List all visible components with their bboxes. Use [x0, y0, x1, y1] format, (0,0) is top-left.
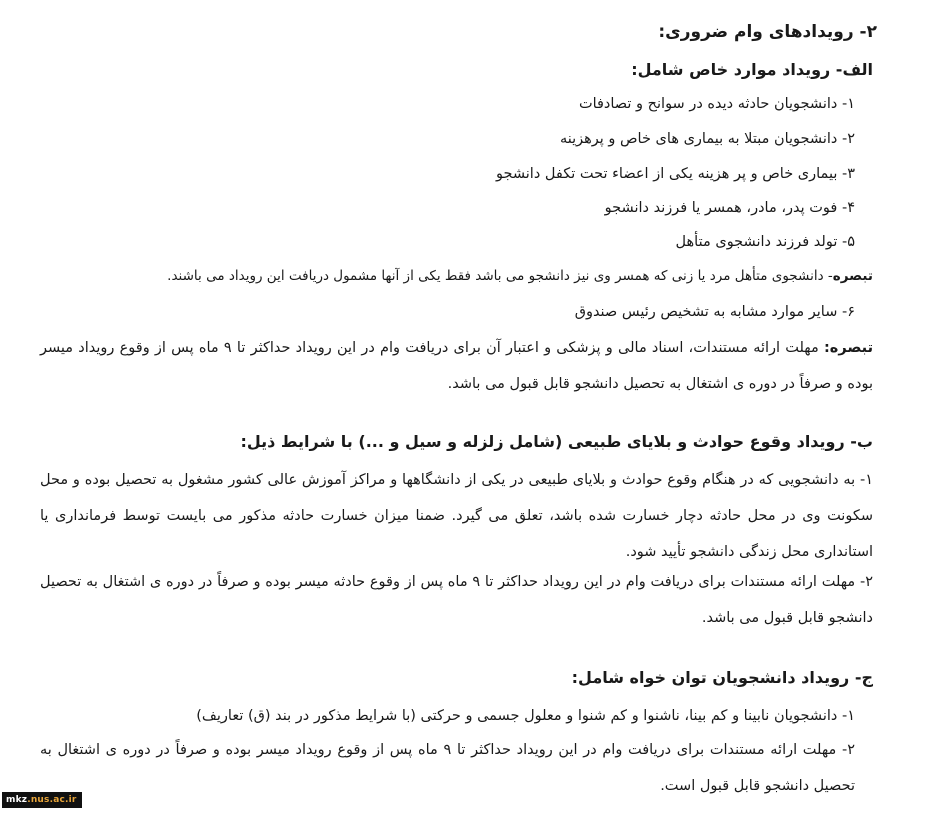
- part-a-heading: الف- رویداد موارد خاص شامل:: [631, 60, 873, 79]
- part-b-item-1: ۱- به دانشجویی که در هنگام وقوع حوادث و بلایای طبیعی در یکی از دانشگاهها و مراکز آموزش عالی کشور مشغول به تحصیل بوده و محل سکونت وی در محل حادثه دچار خسارت شده باشد، تعلق می گیرد. ضمنا میزان خسارت حادثه مذکور می بایست توسط فرمانداری یا استانداری محل زندگی دانشجو تأیید شود.: [40, 472, 873, 560]
- part-a-item-3: ۳- بیماری خاص و پر هزینه یکی از اعضاء تحت تکفل دانشجو: [495, 166, 855, 182]
- watermark-prefix: mkz: [6, 795, 28, 805]
- part-a-note-2: [40, 330, 873, 402]
- part-a-item-1: ۱- دانشجویان حادثه دیده در سوانح و تصادفات: [578, 96, 855, 112]
- part-c-heading: ج- رویداد دانشجویان توان خواه شامل:: [571, 668, 873, 687]
- part-a-item-5: ۵- تولد فرزند دانشجوی متأهل: [675, 234, 855, 250]
- part-a-item-2: ۲- دانشجویان مبتلا به بیماری های خاص و پرهزینه: [559, 131, 855, 147]
- watermark-site: .nus.ac.ir: [27, 795, 77, 805]
- part-b-heading: ب- رویداد وقوع حوادث و بلایای طبیعی (شامل زلزله و سیل و ...) با شرایط ذیل:: [240, 432, 873, 451]
- note-text: - دانشجوی متأهل مرد یا زنی که همسر وی نیز دانشجو می باشد فقط یکی از آنها مشمول دریافت این رویداد می باشند.: [167, 268, 833, 284]
- note-label: تبصره: [832, 268, 873, 284]
- note-text: مهلت ارائه مستندات، اسناد مالی و پزشکی و اعتبار آن برای دریافت وام در این رویداد حداکثر تا ۹ ماه پس از وقوع رویداد میسر بوده و صرفاً در دوره ی اشتغال به تحصیل دانشجو قابل قبول می باشد.: [40, 340, 873, 392]
- section-title: ۲- رویدادهای وام ضروری:: [658, 22, 877, 42]
- part-c-item-2: ۲- مهلت ارائه مستندات برای دریافت وام در این رویداد حداکثر تا ۹ ماه پس از وقوع رویداد میسر بوده و صرفاً در دوره ی اشتغال به تحصیل دانشجو قابل قبول است.: [40, 742, 856, 794]
- part-c-item-1: ۱- دانشجویان نابینا و کم بینا، ناشنوا و کم شنوا و معلول جسمی و حرکتی (با شرایط مذکور در بند (ق) تعاریف): [196, 708, 855, 724]
- part-b-item-2: ۲- مهلت ارائه مستندات برای دریافت وام در این رویداد حداکثر تا ۹ ماه پس از وقوع حادثه میسر بوده و صرفاً در دوره ی اشتغال به تحصیل دانشجو قابل قبول می باشد.: [40, 574, 873, 626]
- part-a-note-1: [167, 266, 873, 286]
- site-watermark: [2, 792, 82, 808]
- part-a-item-4: ۴- فوت پدر، مادر، همسر یا فرزند دانشجو: [604, 200, 855, 216]
- part-a-item-6: ۶- سایر موارد مشابه به تشخیص رئیس صندوق: [574, 304, 855, 320]
- note-label: تبصره:: [823, 340, 874, 356]
